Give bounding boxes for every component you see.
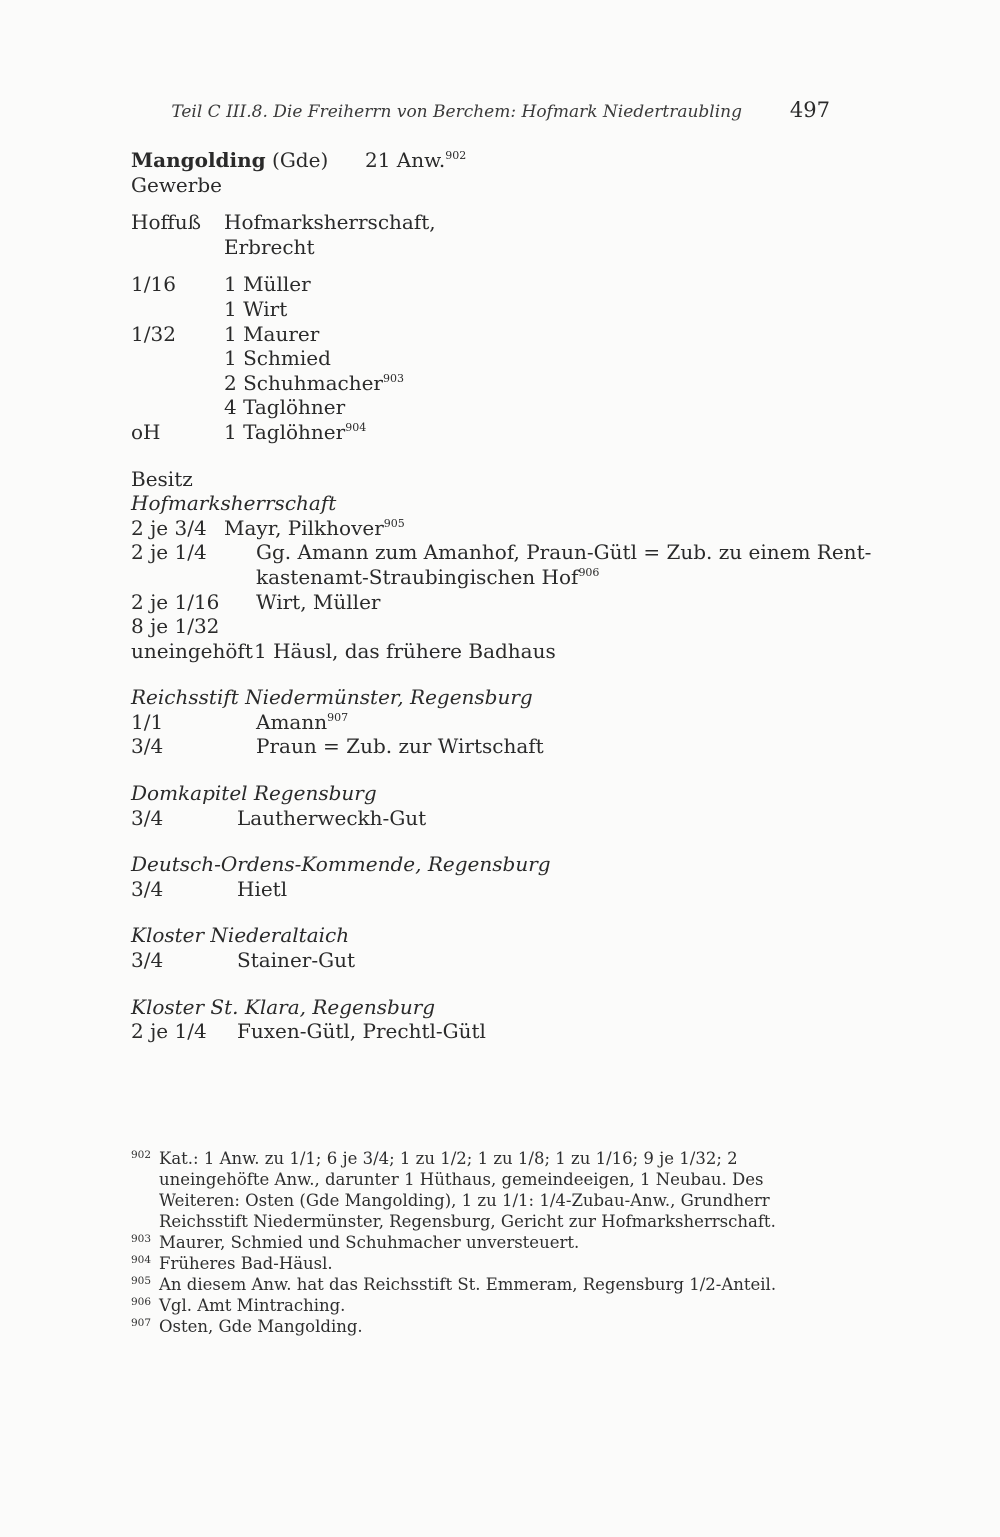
- footnote-number: 905: [131, 1275, 152, 1287]
- section-heading-besitz: [131, 467, 851, 492]
- table-row: [131, 806, 851, 831]
- table-row: [131, 322, 851, 347]
- table-row: [131, 1019, 851, 1044]
- table-row: [131, 614, 851, 639]
- footnote: [131, 1295, 841, 1316]
- owner-heading: [131, 685, 851, 710]
- footnote-number: 902: [131, 1149, 152, 1161]
- table-row: [131, 371, 851, 396]
- footnote-text: Maurer, Schmied und Schuhmacher unversteuert.: [159, 1233, 580, 1252]
- footnote-text: Vgl. Amt Mintraching.: [159, 1296, 346, 1315]
- row-left: 8 je 1/32: [131, 614, 220, 639]
- footnote: [131, 1148, 841, 1232]
- row-right: Fuxen-Gütl, Prechtl-Gütl: [237, 1019, 486, 1044]
- footnote-ref: 905: [383, 516, 405, 530]
- owner-heading: [131, 781, 851, 806]
- table-row: [131, 734, 851, 759]
- owner-heading: [131, 852, 851, 877]
- table-row: [131, 346, 851, 371]
- anwesen-text: 21 Anw.: [365, 148, 446, 172]
- place-gde: (Gde): [265, 148, 329, 172]
- footnote-ref: 903: [383, 371, 404, 385]
- row-left: oH: [131, 419, 161, 444]
- main-content: [131, 148, 872, 1044]
- row-right: 1 Schmied: [224, 346, 331, 371]
- row-left: 2 je 1/4: [131, 1019, 207, 1044]
- row-right: 1 Maurer: [224, 321, 320, 346]
- owner-name: Domkapitel Regensburg: [131, 781, 377, 806]
- row-right: Hietl: [237, 876, 288, 901]
- footnote-number: 903: [131, 1233, 152, 1245]
- hofmarksherrschaft-header: Hofmarksherrschaft,: [224, 210, 436, 235]
- row-right: Lautherweckh-Gut: [237, 805, 427, 830]
- table-row: [131, 272, 851, 297]
- row-right: 1 Taglöhner: [224, 419, 346, 444]
- table-row: [131, 516, 851, 541]
- hoffuss-header: Hoffuß: [131, 210, 201, 235]
- table-row: [131, 540, 872, 565]
- footnote-text: Früheres Bad-Häusl.: [159, 1254, 333, 1273]
- row-left: 3/4: [131, 948, 164, 973]
- table-row: [131, 590, 851, 615]
- row-right: Gg. Amann zum Amanhof, Praun-Gütl = Zub. zu einem Rent-: [256, 540, 872, 565]
- row-right: 1 Müller: [224, 272, 311, 297]
- place-name: Mangolding: [131, 148, 266, 172]
- owner-name: Reichsstift Niedermünster, Regensburg: [131, 685, 533, 710]
- owner-heading: [131, 995, 851, 1020]
- row-right: Praun = Zub. zur Wirtschaft: [256, 734, 544, 759]
- row-right: 4 Taglöhner: [224, 395, 346, 420]
- footnote-number: 906: [131, 1296, 152, 1308]
- row-left: 3/4: [131, 734, 164, 759]
- row-left: 2 je 3/4: [131, 515, 207, 540]
- table-row-continuation: [131, 565, 851, 590]
- footnote-text: Osten, Gde Mangolding.: [159, 1317, 363, 1336]
- row-left: 1/16: [131, 272, 176, 297]
- owner-name: Kloster St. Klara, Regensburg: [131, 994, 436, 1019]
- owner-heading: [131, 491, 851, 516]
- entry-title: [131, 148, 851, 173]
- footnote: [131, 1232, 841, 1253]
- row-right: 2 Schuhmacher: [224, 370, 383, 395]
- footnote: [131, 1274, 841, 1295]
- section-heading-gewerbe: [131, 173, 851, 198]
- row-left: 1/32: [131, 321, 176, 346]
- row-left: uneingehöft: [131, 638, 253, 663]
- table-row: [131, 639, 851, 664]
- owner-name: Kloster Niederaltaich: [131, 923, 350, 948]
- footnote-ref: 907: [327, 710, 349, 724]
- row-left: 1/1: [131, 709, 164, 734]
- table-row: [131, 877, 851, 902]
- running-header: [130, 98, 830, 132]
- anwesen-count: [365, 148, 466, 173]
- table-row: [131, 420, 851, 445]
- row-right: Mayr, Pilkhover: [224, 515, 384, 540]
- row-left: 3/4: [131, 805, 164, 830]
- footnote-ref: 906: [578, 565, 600, 579]
- row-right: Wirt, Müller: [256, 589, 381, 614]
- table-row: [131, 948, 851, 973]
- row-right-continued: kastenamt-Straubingischen Hof: [256, 564, 579, 589]
- footnote-ref: 904: [345, 420, 367, 434]
- gewerbe-heading: Gewerbe: [131, 172, 222, 197]
- table-row: [131, 297, 851, 322]
- footnote-text: An diesem Anw. hat das Reichsstift St. Emmeram, Regensburg 1/2-Anteil.: [159, 1275, 777, 1294]
- footnote-text: Kat.: 1 Anw. zu 1/1; 6 je 3/4; 1 zu 1/2; 1 zu 1/8; 1 zu 1/16; 9 je 1/32; 2 uneingehöfte Anw., darunter 1 Hüthaus, gemeindeeigen, 1 Neubau. Des Weiteren: Osten (Gde Mangolding), 1 zu 1/1: 1/4-Zubau-Anw., Grundherr Reichsstift Niedermünster, Regensburg, Gericht zur Hofmarksherrschaft.: [159, 1149, 776, 1231]
- besitz-heading: Besitz: [131, 466, 193, 491]
- table-row: [131, 395, 851, 420]
- footnote-number: 907: [131, 1317, 152, 1329]
- owner-heading: [131, 923, 851, 948]
- row-left: 2 je 1/16: [131, 589, 220, 614]
- owner-name: Hofmarksherrschaft: [131, 491, 337, 516]
- row-right: Amann: [256, 709, 328, 734]
- page-number: 497: [789, 98, 830, 122]
- footnote: [131, 1316, 841, 1337]
- row-left: 2 je 1/4: [131, 540, 207, 565]
- footnote: [131, 1253, 841, 1274]
- running-title: Teil C III.8. Die Freiherrn von Berchem: Hofmark Niedertraubling: [171, 102, 742, 122]
- erbrecht-header: Erbrecht: [224, 234, 315, 259]
- row-right: Stainer-Gut: [237, 948, 355, 973]
- row-right: 1 Häusl, das frühere Badhaus: [254, 638, 556, 663]
- row-right: 1 Wirt: [224, 296, 288, 321]
- footnote-ref: 902: [445, 149, 467, 162]
- table-row: [131, 710, 851, 735]
- row-left: 3/4: [131, 876, 164, 901]
- footnote-number: 904: [131, 1254, 152, 1266]
- footnotes: [131, 1148, 841, 1337]
- gewerbe-col-header: [131, 210, 851, 235]
- gewerbe-col-header-2: [131, 235, 851, 260]
- owner-name: Deutsch-Ordens-Kommende, Regensburg: [131, 852, 551, 877]
